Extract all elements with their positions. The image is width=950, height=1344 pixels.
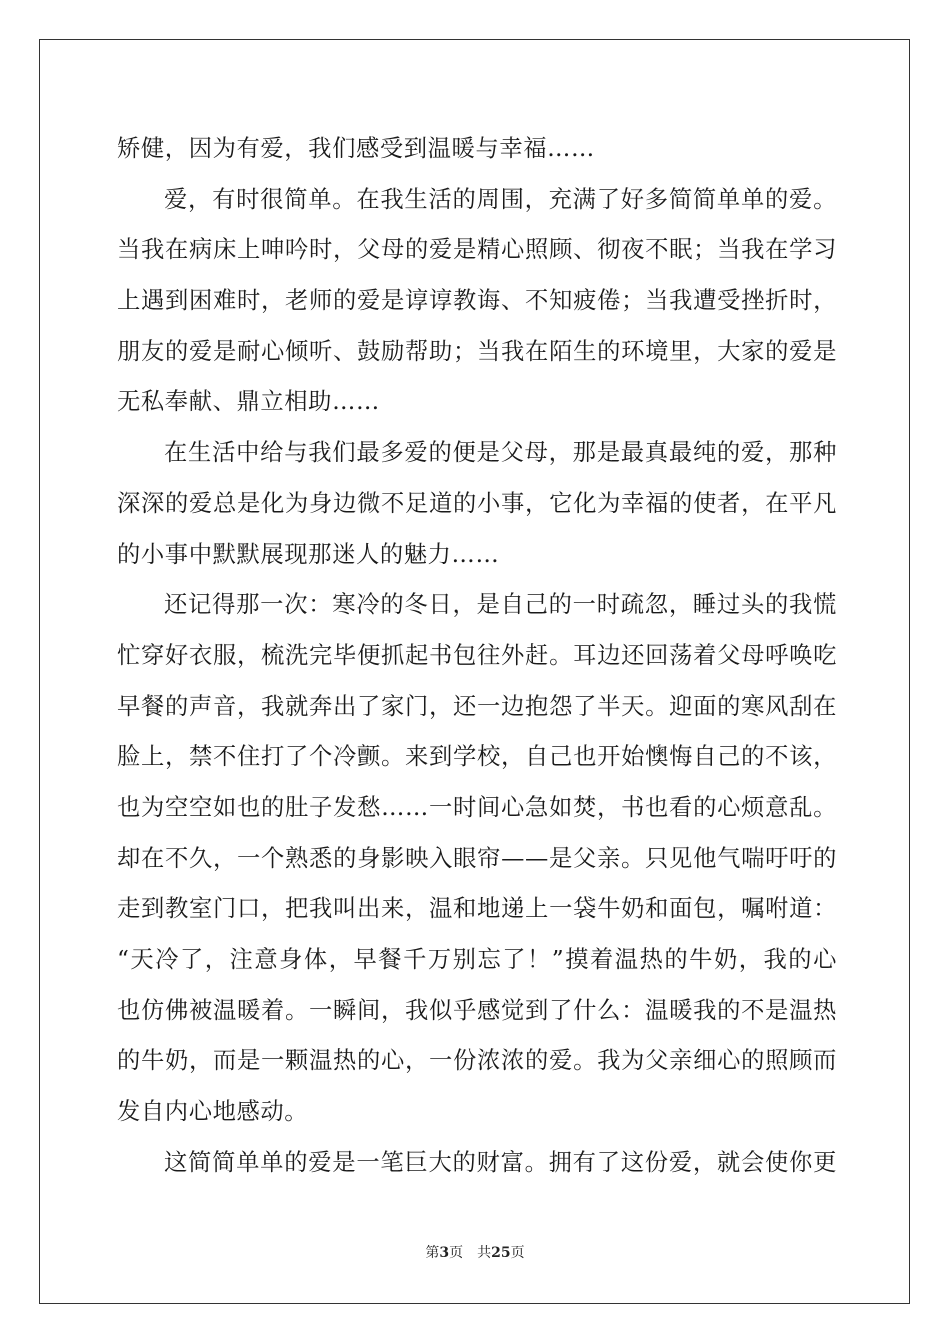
footer-total-pages: 25 [491,1245,511,1261]
text-line: 却在不久，一个熟悉的身影映入眼帘——是父亲。只见他气喘吁吁的 [117,844,837,872]
text-line: 矫健，因为有爱，我们感受到温暖与幸福…… [117,135,595,162]
text-line: 无私奉献、鼎立相助…… [117,388,380,416]
text-line: 当我在病床上呻吟时，父母的爱是精心照顾、彻夜不眠；当我在学习 [117,236,837,264]
text-line: 忙穿好衣服，梳洗完毕便抓起书包往外赶。耳边还回荡着父母呼唤吃 [117,641,837,669]
text-line: 在生活中给与我们最多爱的便是父母，那是最真最纯的爱，那种 [164,439,837,467]
text-line: 深深的爱总是化为身边微不足道的小事，它化为幸福的使者，在平凡 [117,489,837,517]
text-line: 也为空空如也的肚子发愁……一时间心急如焚，书也看的心烦意乱。 [117,793,837,821]
text-line: “天冷了，注意身体，早餐千万别忘了！”摸着温热的牛奶，我的心 [117,946,837,973]
text-line: 的小事中默默展现那迷人的魅力…… [117,540,500,568]
footer-total-suffix: 页 [510,1245,525,1261]
text-line: 的牛奶，而是一颗温热的心，一份浓浓的爱。我为父亲细心的照顾而 [117,1047,837,1075]
text-line: 走到教室门口，把我叫出来，温和地递上一袋牛奶和面包，嘱咐道： [117,895,837,923]
text-line: 早餐的声音，我就奔出了家门，还一边抱怨了半天。迎面的寒风刮在 [117,692,837,720]
text-line: 脸上，禁不住打了个冷颤。来到学校，自己也开始懊悔自己的不该， [117,743,837,771]
text-line: 上遇到困难时，老师的爱是谆谆教诲、不知疲倦；当我遭受挫折时， [117,287,837,315]
text-line: 爱，有时很简单。在我生活的周围，充满了好多简简单单的爱。 [164,185,837,213]
text-line: 发自内心地感动。 [117,1098,309,1126]
footer-page-prefix: 第 [425,1245,440,1261]
text-line: 还记得那一次：寒冷的冬日，是自己的一时疏忽，睡过头的我慌 [164,591,837,619]
page-footer [0,1243,950,1263]
text-line: 也仿佛被温暖着。一瞬间，我似乎感觉到了什么：温暖我的不是温热 [117,996,837,1024]
text-line: 朋友的爱是耐心倾听、鼓励帮助；当我在陌生的环境里，大家的爱是 [117,337,837,365]
document-body [117,124,837,1188]
footer-page-suffix: 页 [449,1245,464,1261]
text-line: 这简简单单的爱是一笔巨大的财富。拥有了这份爱，就会使你更 [164,1148,837,1176]
footer-page-number: 3 [439,1245,450,1261]
footer-total-prefix: 共 [477,1245,492,1261]
